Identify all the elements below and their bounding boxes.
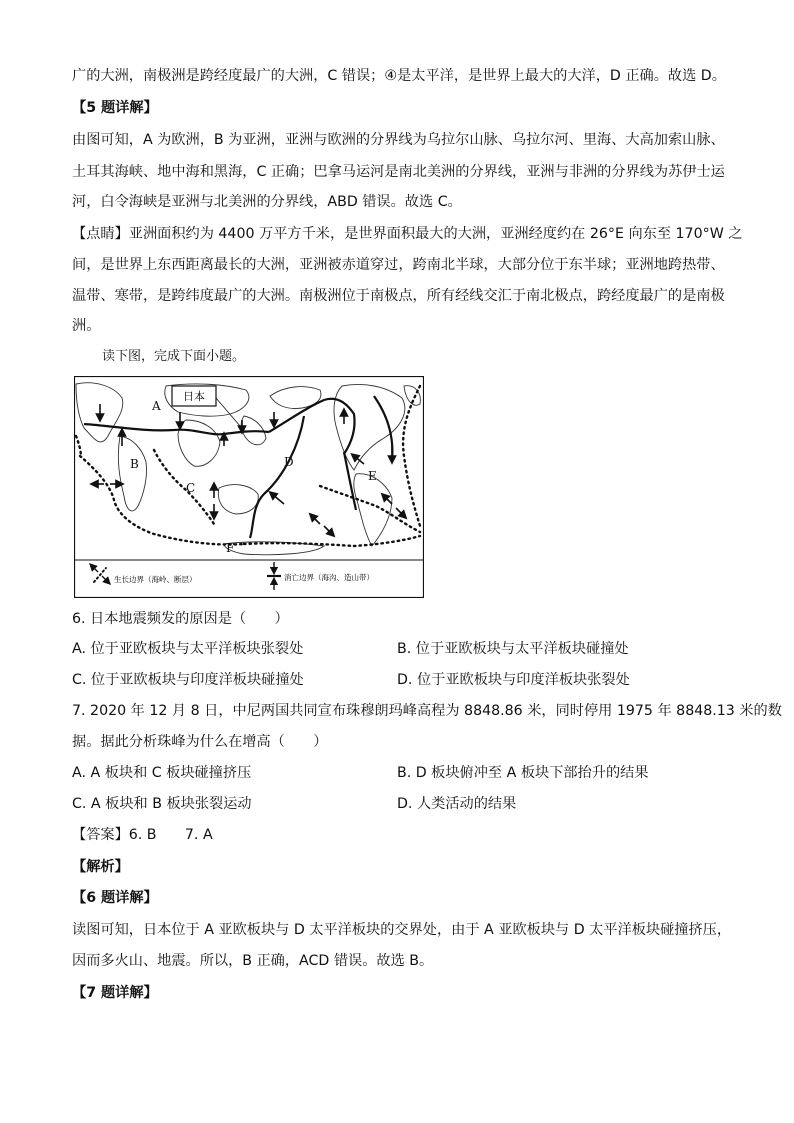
q7-option-a[interactable]: A. A 板块和 C 板块碰撞挤压 (72, 765, 252, 781)
plate-label-d: D (284, 455, 294, 469)
tips-line-1: 【点睛】亚洲面积约为 4400 万平方千米，是世界面积最大的大洲，亚洲经度约在 26°E 向东至 170°W 之 (72, 226, 743, 242)
tips-line-4: 洲。 (72, 318, 101, 334)
plate-label-b: B (130, 457, 139, 471)
plate-boundary-map (74, 376, 424, 598)
sec5-body-line-2: 土耳其海峡、地中海和黑海，C 正确；巴拿马运河是南北美洲的分界线，亚洲与非洲的分界线为苏伊士运 (72, 164, 725, 180)
plate-label-a: A (152, 399, 161, 413)
q6-option-c[interactable]: C. 位于亚欧板块与印度洋板块碰撞处 (72, 672, 304, 688)
q7-option-b[interactable]: B. D 板块俯冲至 A 板块下部抬升的结果 (397, 765, 649, 781)
sec6-body-line-1: 读图可知，日本位于 A 亚欧板块与 D 太平洋板块的交界处，由于 A 亚欧板块与 D 太平洋板块碰撞挤压， (72, 922, 732, 938)
japan-label: 日本 (183, 390, 205, 403)
legend-subduct-label: 消亡边界（海沟、造山带） (284, 573, 374, 582)
plate-label-c: C (186, 481, 196, 495)
tips-line-2: 间，是世界上东西距离最长的大洲，亚洲被赤道穿过，跨南北半球，大部分位于东半球；亚洲地跨热带、 (72, 257, 725, 273)
q7-stem-line-2: 据。据此分析珠峰为什么在增高（ ） (72, 734, 328, 750)
reading-prompt: 读下图，完成下面小题。 (102, 349, 246, 364)
tips-line-3: 温带、寒带，是跨纬度最广的大洲。南极洲位于南极点，所有经线交汇于南北极点，跨经度最广的是南极 (72, 288, 725, 304)
plate-label-f: F (226, 541, 235, 555)
sec5-heading: 【5 题详解】 (72, 100, 158, 116)
q6-option-b[interactable]: B. 位于亚欧板块与太平洋板块碰撞处 (397, 641, 629, 657)
q6-option-a[interactable]: A. 位于亚欧板块与太平洋板块张裂处 (72, 641, 304, 657)
q7-option-d[interactable]: D. 人类活动的结果 (397, 796, 517, 812)
plate-label-e: E (368, 469, 377, 483)
legend-growth-label: 生长边界（海岭、断层） (114, 575, 197, 584)
answer-line: 【答案】6. B 7. A (72, 827, 213, 843)
q6-stem: 6. 日本地震频发的原因是（ ） (72, 611, 289, 627)
q7-stem-line-1: 7. 2020 年 12 月 8 日，中尼两国共同宣布珠穆朗玛峰高程为 8848.86 米，同时停用 1975 年 8848.13 米的数 (72, 703, 782, 719)
analysis-heading: 【解析】 (72, 859, 129, 875)
sec6-body-line-2: 因而多火山、地震。所以，B 正确，ACD 错误。故选 B。 (72, 953, 434, 969)
sec7-heading: 【7 题详解】 (72, 985, 158, 1001)
q6-option-d[interactable]: D. 位于亚欧板块与印度洋板块张裂处 (397, 672, 630, 688)
sec6-heading: 【6 题详解】 (72, 890, 158, 906)
sec5-body-line-3: 河，白令海峡是亚洲与北美洲的分界线，ABD 错误。故选 C。 (72, 194, 462, 210)
q7-option-c[interactable]: C. A 板块和 B 板块张裂运动 (72, 796, 252, 812)
sec5-body-line-1: 由图可知，A 为欧洲，B 为亚洲，亚洲与欧洲的分界线为乌拉尔山脉、乌拉尔河、里海、大高加索山脉、 (72, 132, 725, 148)
sec5-tail-text: 广的大洲，南极洲是跨经度最广的大洲，C 错误；④是太平洋，是世界上最大的大洋，D 正确。故选 D。 (72, 68, 726, 84)
